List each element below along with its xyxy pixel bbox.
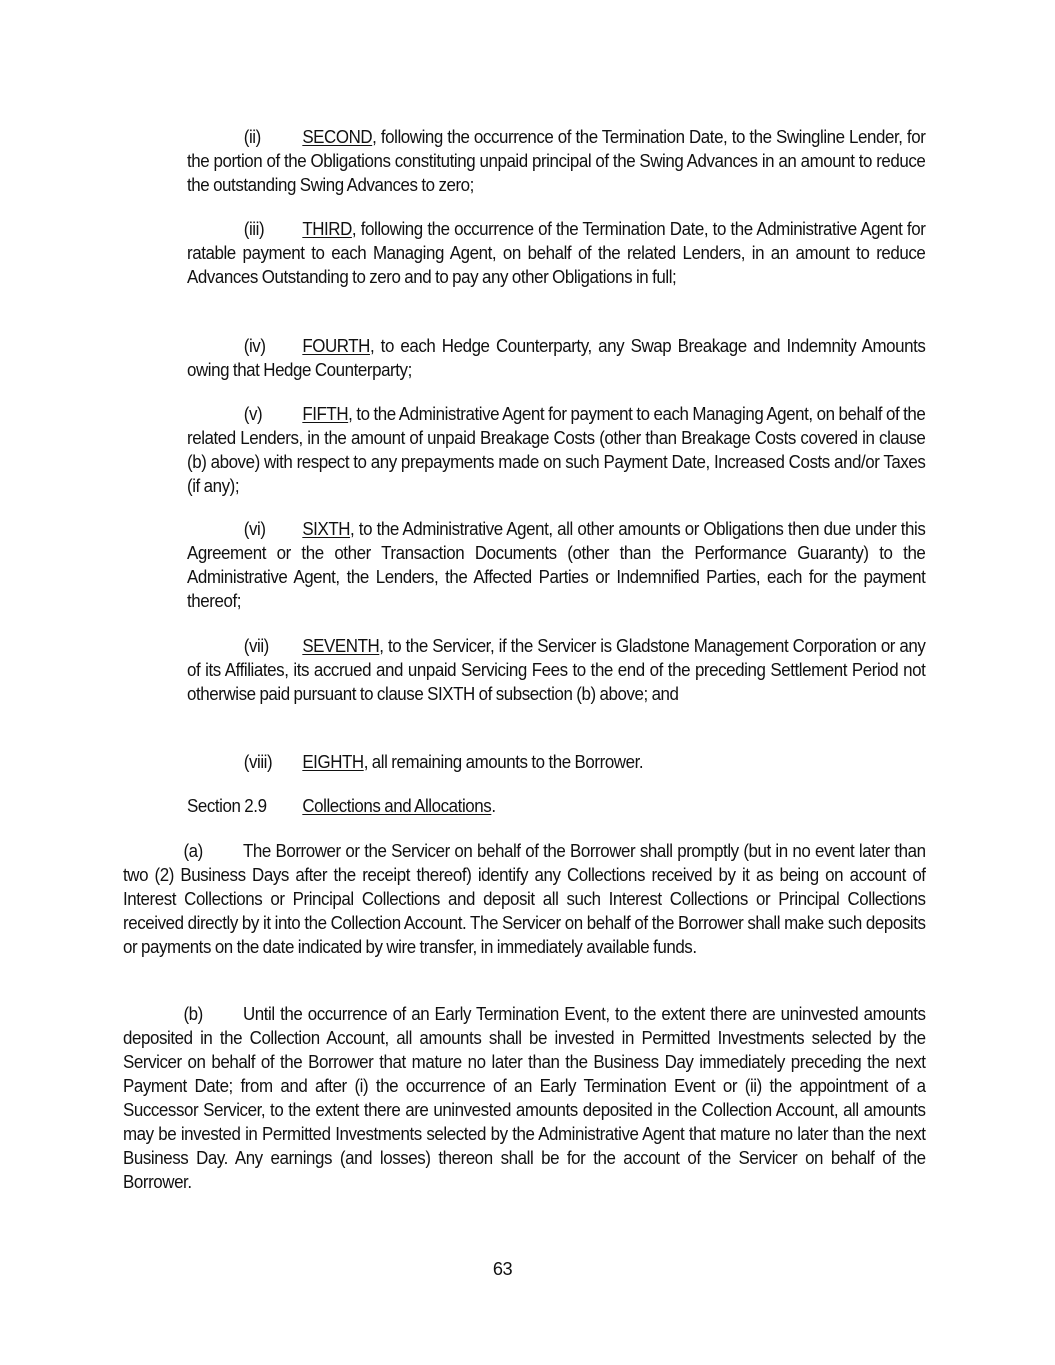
- clause-second: [187, 125, 925, 197]
- clause-text: , all remaining amounts to the Borrower.: [363, 752, 644, 772]
- section-title-suffix: .: [491, 796, 496, 816]
- clause-number: (iii): [243, 219, 265, 239]
- clause-sixth: [187, 517, 925, 613]
- clause-text: , to each Hedge Counterparty, any Swap Breakage and Indemnity Amounts owing that Hedge Counterparty;: [187, 336, 926, 380]
- subsection-number: (a): [183, 841, 203, 861]
- clause-label: FOURTH: [302, 336, 370, 356]
- clause-text: , following the occurrence of the Termination Date, to the Administrative Agent for ratable payment to each Managing Agent, on behalf of the related Lenders, in an amount to reduce Advances Outstanding to zero and to pay any other Obligations in full;: [187, 219, 926, 287]
- clause-eighth: [187, 750, 925, 774]
- clause-label: EIGHTH: [302, 752, 364, 772]
- section-number: Section 2.9: [187, 796, 267, 816]
- clause-text: , to the Administrative Agent, all other amounts or Obligations then due under this Agreement or the other Transaction Documents (other than the Performance Guaranty) to the Administrative Agent, the Lenders, the Affected Parties or Indemnified Parties, each for the payment thereof;: [187, 519, 926, 611]
- subsection-b: [123, 1002, 926, 1194]
- section-title: Collections and Allocations: [302, 796, 492, 816]
- section-heading: [187, 794, 925, 818]
- clause-third: [187, 217, 925, 289]
- clause-label: SEVENTH: [302, 636, 380, 656]
- clause-text: , to the Administrative Agent for payment to each Managing Agent, on behalf of the related Lenders, in the amount of unpaid Breakage Costs (other than Breakage Costs covered in clause (b) above) with respect to any prepayments made on such Payment Date, Increased Costs and/or Taxes (if any);: [187, 404, 926, 496]
- clause-number: (v): [243, 404, 263, 424]
- clause-label: FIFTH: [302, 404, 349, 424]
- subsection-number: (b): [183, 1004, 203, 1024]
- clause-number: (vi): [243, 519, 266, 539]
- clause-number: (vii): [243, 636, 269, 656]
- subsection-a: [123, 839, 926, 959]
- page-number: 63: [492, 1259, 513, 1279]
- clause-label: SIXTH: [302, 519, 351, 539]
- clause-fifth: [187, 402, 925, 498]
- clause-text: , to the Servicer, if the Servicer is Gladstone Management Corporation or any of its Affiliates, its accrued and unpaid Servicing Fees to the end of the preceding Settlement Period not otherwise paid pursuant to clause SIXTH of subsection (b) above; and: [187, 636, 926, 704]
- subsection-text: The Borrower or the Servicer on behalf of the Borrower shall promptly (but in no event later than two (2) Business Days after the receipt thereof) identify any Collections received by it as being on account of Interest Collections or Principal Collections and deposit all such Interest Collections or Principal Collections received directly by it into the Collection Account. The Servicer on behalf of the Borrower shall make such deposits or payments on the date indicated by wire transfer, in immediately available funds.: [123, 841, 926, 957]
- clause-fourth: [187, 334, 925, 382]
- clause-number: (iv): [243, 336, 266, 356]
- clause-label: SECOND: [302, 127, 373, 147]
- clause-seventh: [187, 634, 925, 706]
- clause-label: THIRD: [302, 219, 352, 239]
- clause-number: (ii): [243, 127, 261, 147]
- subsection-text: Until the occurrence of an Early Termination Event, to the extent there are uninvested amounts deposited in the Collection Account, all amounts shall be invested in Permitted Investments selected by the Servicer on behalf of the Borrower that mature no later than the Business Day immediately preceding the next Payment Date; from and after (i) the occurrence of an Early Termination Event or (ii) the appointment of a Successor Servicer, to the extent there are uninvested amounts deposited in the Collection Account, all amounts may be invested in Permitted Investments selected by the Administrative Agent that mature no later than the next Business Day. Any earnings (and losses) thereon shall be for the account of the Servicer on behalf of the Borrower.: [123, 1004, 926, 1192]
- clause-number: (viii): [243, 752, 273, 772]
- clause-text: , following the occurrence of the Termination Date, to the Swingline Lender, for the portion of the Obligations constituting unpaid principal of the Swing Advances in an amount to reduce the outstanding Swing Advances to zero;: [187, 127, 926, 195]
